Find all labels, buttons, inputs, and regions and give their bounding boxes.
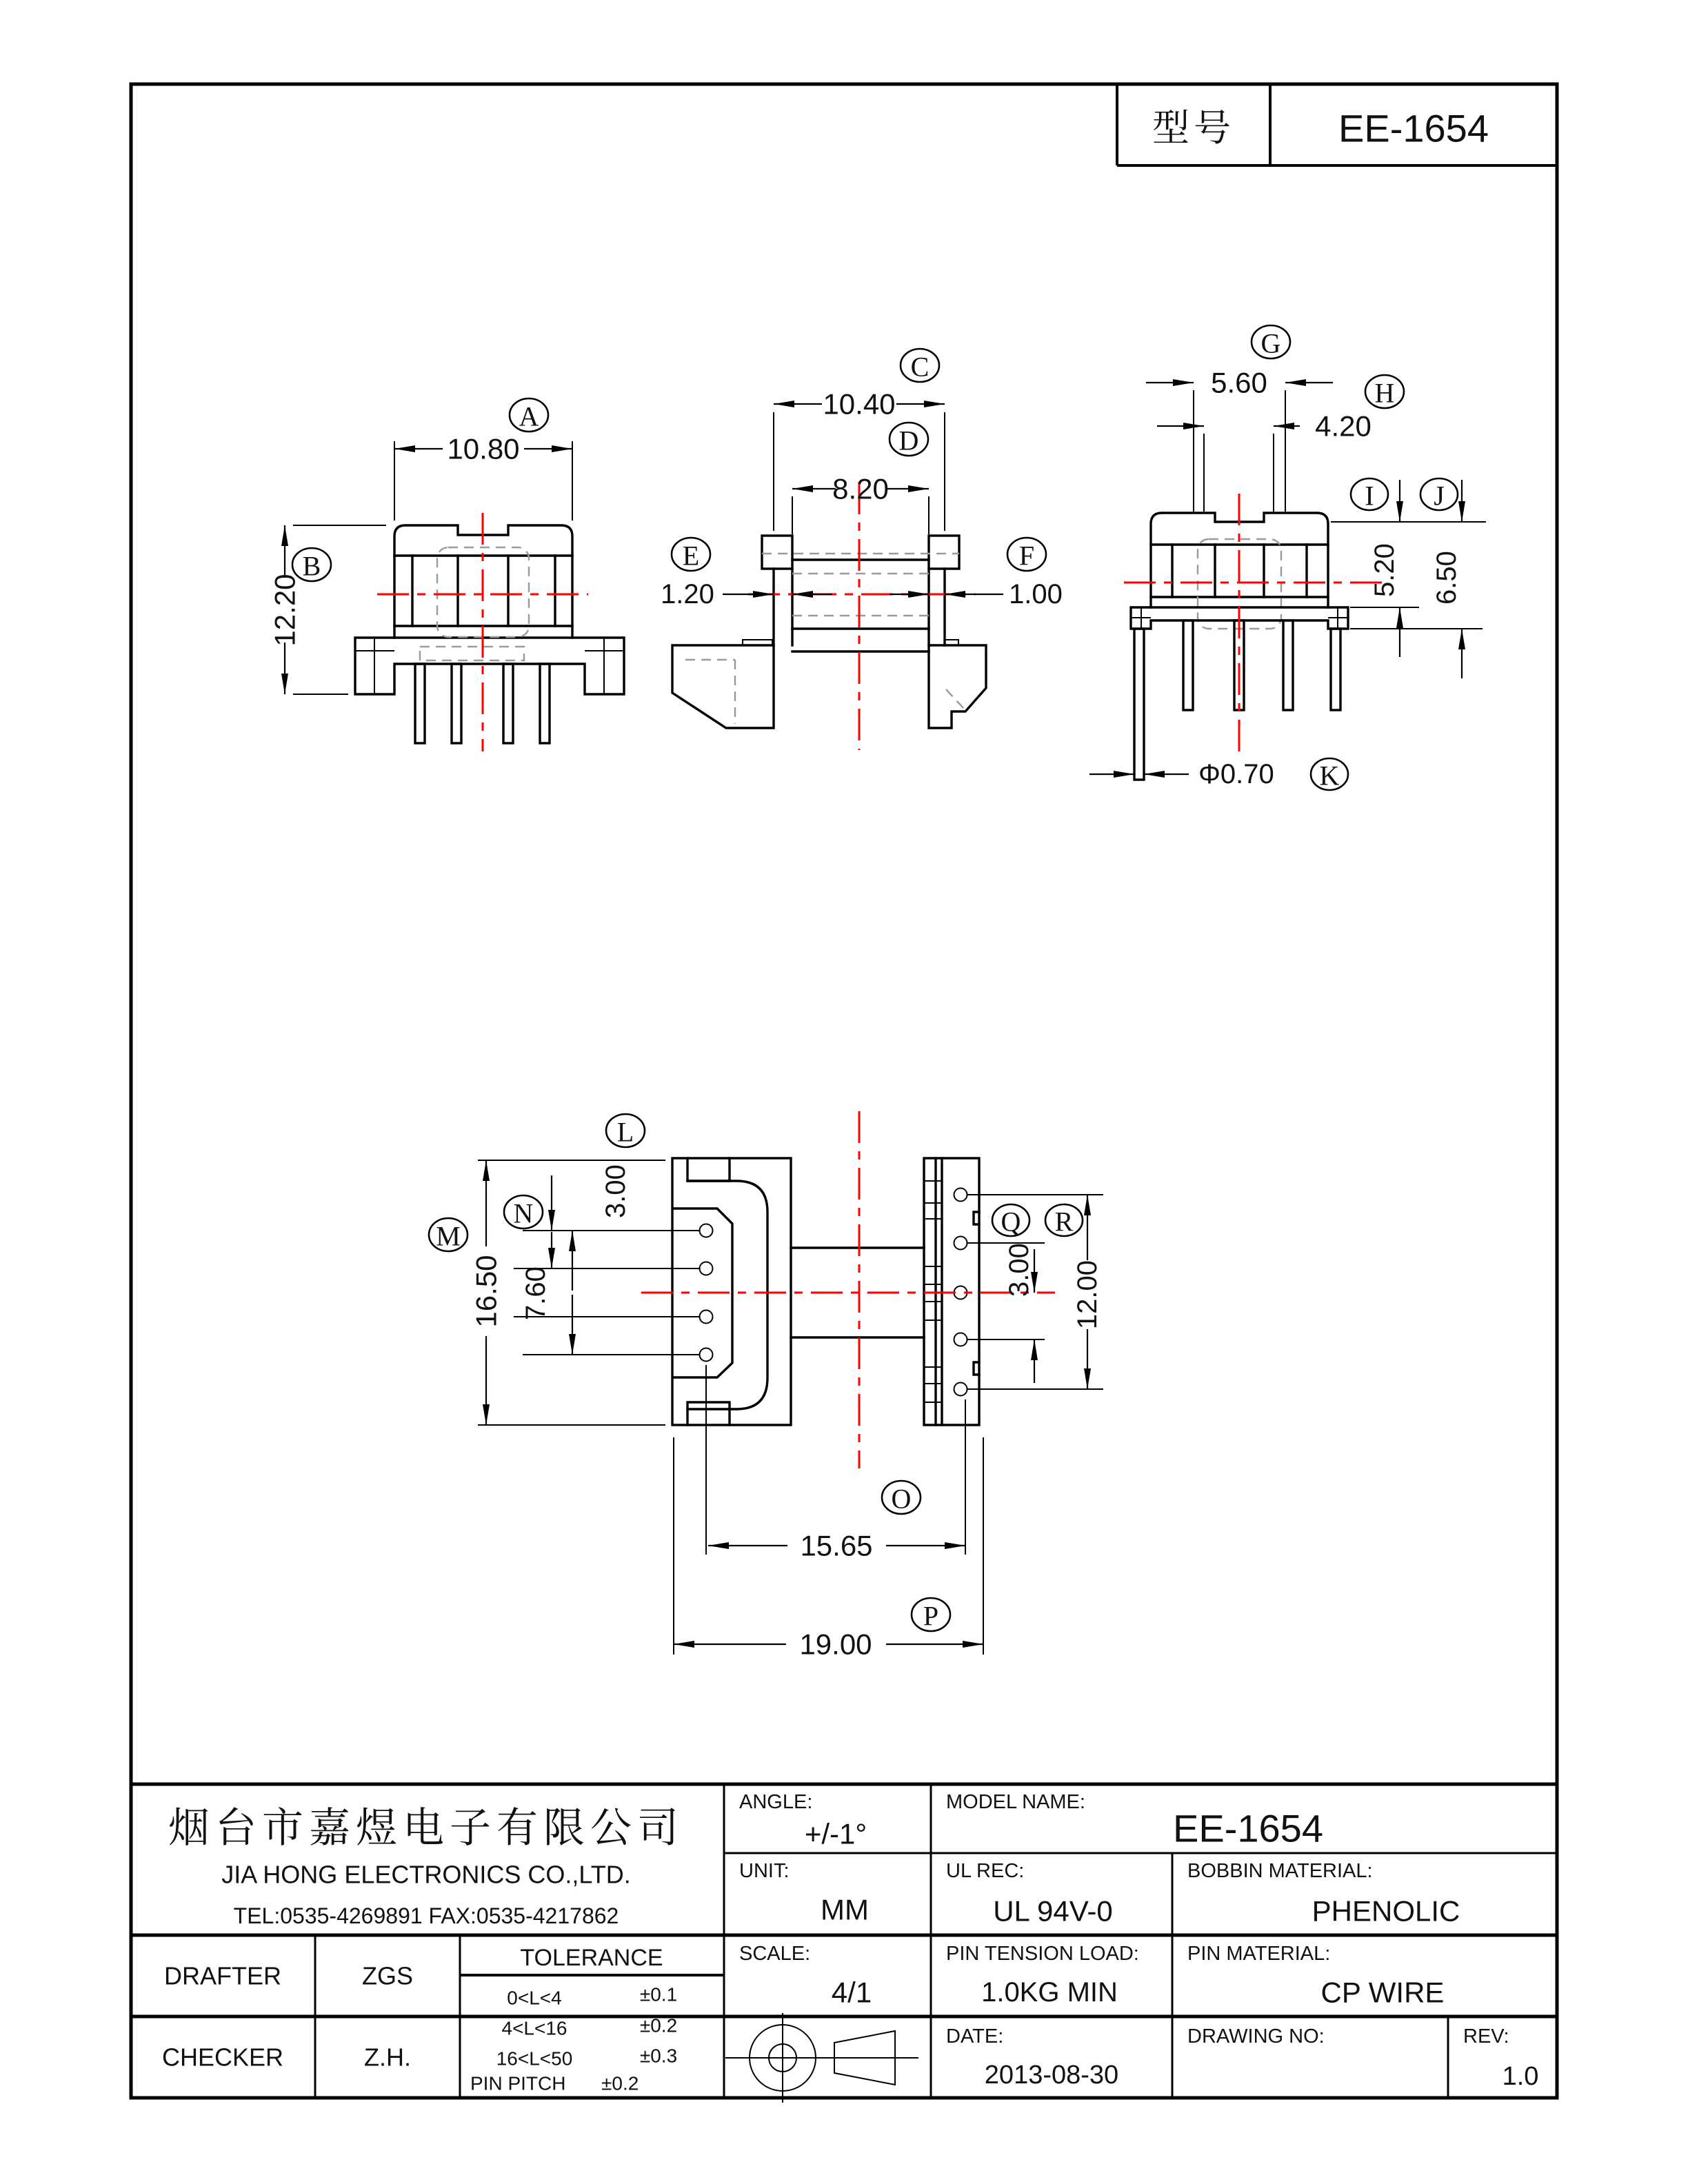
- dim-a: [394, 433, 572, 521]
- angle-value: +/-1°: [804, 1817, 867, 1850]
- pin-material-label: PIN MATERIAL:: [1187, 1943, 1331, 1965]
- dim-e: [661, 538, 832, 609]
- dim-c-text: 10.40: [823, 387, 896, 421]
- company-name-cn: 烟台市嘉煜电子有限公司: [168, 1806, 684, 1851]
- dim-n-pitch-text: 3.00: [601, 1164, 631, 1218]
- end-view: [1089, 325, 1486, 791]
- tolerance-table: [470, 1945, 677, 2094]
- pin-tension-value: 1.0KG MIN: [981, 1977, 1118, 2008]
- scale-label: SCALE:: [739, 1943, 811, 1965]
- end-view-pins: [1134, 620, 1340, 780]
- model-tag: [1117, 84, 1557, 165]
- callout-b: [292, 548, 331, 582]
- dim-n: [504, 1164, 631, 1355]
- callout-i-letter: I: [1365, 480, 1374, 512]
- callout-p-letter: P: [923, 1600, 939, 1632]
- dim-i: [1331, 478, 1486, 657]
- pin-material-value: CP WIRE: [1320, 1976, 1445, 2009]
- callout-l: [606, 1114, 645, 1148]
- dim-g-text: 5.60: [1211, 366, 1267, 399]
- dim-b: [269, 525, 387, 694]
- tolerance-value-2: ±0.2: [639, 2014, 678, 2036]
- callout-f-letter: F: [1018, 540, 1035, 572]
- callout-k-letter: K: [1319, 760, 1340, 791]
- dim-b-text: 12.20: [268, 574, 301, 647]
- callout-r-letter: R: [1054, 1206, 1074, 1237]
- company-name-en: JIA HONG ELECTRONICS CO.,LTD.: [221, 1860, 631, 1889]
- drafter-label: DRAFTER: [164, 1961, 281, 1990]
- dim-g: [1146, 367, 1333, 512]
- dim-m-text: 16.50: [470, 1255, 503, 1328]
- checker-value: Z.H.: [364, 2043, 411, 2072]
- company-block: [168, 1806, 684, 1928]
- title-block: [131, 1784, 1557, 2103]
- dim-d-text: 8.20: [832, 472, 889, 505]
- tolerance-range-2: 4<L<16: [501, 2017, 567, 2039]
- pin-pitch-label: PIN PITCH: [470, 2072, 566, 2094]
- dim-j-text: 6.50: [1431, 551, 1462, 605]
- front-view: [269, 398, 625, 751]
- bobbin-material-value: PHENOLIC: [1312, 1894, 1460, 1928]
- callout-m-letter: M: [436, 1220, 461, 1252]
- callout-e-letter: E: [682, 540, 700, 572]
- pin-pitch-value: ±0.2: [601, 2072, 639, 2094]
- dim-h: [1157, 410, 1372, 512]
- dim-r-text: 12.00: [1072, 1260, 1103, 1330]
- callout-l-letter: L: [616, 1116, 634, 1148]
- tolerance-range-1: 0<L<4: [507, 1987, 562, 2009]
- projection-symbol: [725, 2013, 918, 2103]
- dim-o-text: 15.65: [800, 1529, 873, 1562]
- dim-p-text: 19.00: [799, 1628, 872, 1661]
- rev-label: REV:: [1463, 2025, 1509, 2048]
- ul-rec-value: UL 94V-0: [993, 1894, 1113, 1928]
- unit-value: MM: [821, 1893, 869, 1926]
- callout-g-letter: G: [1260, 327, 1281, 359]
- company-tel-fax: TEL:0535-4269891 FAX:0535-4217862: [233, 1903, 619, 1928]
- callout-q-letter: Q: [1001, 1206, 1021, 1237]
- dim-d: [792, 473, 929, 535]
- rev-value: 1.0: [1502, 2062, 1539, 2091]
- tolerance-range-3: 16<L<50: [496, 2048, 573, 2070]
- callout-a-letter: A: [519, 401, 539, 432]
- model-name-value: EE-1654: [1173, 1806, 1323, 1850]
- callout-b-letter: B: [302, 550, 321, 582]
- dim-h-text: 4.20: [1315, 410, 1372, 443]
- bobbin-material-label: BOBBIN MATERIAL:: [1187, 1860, 1373, 1882]
- callout-o-letter: O: [891, 1483, 912, 1515]
- dim-o: [706, 1365, 965, 1562]
- callout-c: [901, 349, 939, 383]
- ul-rec-label: UL REC:: [946, 1860, 1025, 1882]
- drafter-value: ZGS: [361, 1961, 414, 1990]
- pin-tension-label: PIN TENSION LOAD:: [946, 1943, 1139, 1965]
- dim-a-text: 10.80: [447, 432, 520, 465]
- side-view: [661, 349, 1063, 750]
- dim-f: [890, 538, 1063, 609]
- model-tag-label: 型号: [1152, 108, 1235, 149]
- callout-h: [1365, 375, 1404, 409]
- date-value: 2013-08-30: [984, 2061, 1119, 2090]
- checker-label: CHECKER: [161, 2043, 284, 2072]
- tolerance-value-1: ±0.1: [639, 1983, 678, 2005]
- dim-q-text: 3.00: [1004, 1243, 1034, 1297]
- callout-a: [510, 398, 548, 432]
- tolerance-value-3: ±0.3: [639, 2045, 678, 2067]
- callout-h-letter: H: [1374, 377, 1395, 409]
- callout-c-letter: C: [910, 351, 930, 383]
- model-name-label: MODEL NAME:: [946, 1791, 1085, 1813]
- callout-j-letter: J: [1434, 480, 1445, 512]
- dim-e-text: 1.20: [661, 579, 714, 609]
- dim-f-text: 1.00: [1009, 579, 1063, 609]
- callout-n-letter: N: [513, 1197, 534, 1229]
- drawing-no-label: DRAWING NO:: [1187, 2025, 1325, 2048]
- callout-d-letter: D: [898, 425, 919, 456]
- callout-g: [1252, 325, 1290, 359]
- angle-label: ANGLE:: [739, 1791, 813, 1813]
- dim-k-text: Φ0.70: [1198, 759, 1274, 789]
- top-view: [429, 1111, 1103, 1661]
- date-label: DATE:: [946, 2025, 1004, 2048]
- tolerance-title: TOLERANCE: [520, 1945, 663, 1971]
- callout-d: [890, 423, 928, 456]
- dim-i-text: 5.20: [1369, 543, 1400, 597]
- sheet-border: [131, 84, 1557, 2098]
- dim-k: [1089, 758, 1348, 791]
- model-tag-value: EE-1654: [1338, 106, 1489, 150]
- scale-value: 4/1: [831, 1976, 872, 2009]
- unit-label: UNIT:: [739, 1860, 790, 1882]
- dim-n-span-text: 7.60: [521, 1266, 551, 1320]
